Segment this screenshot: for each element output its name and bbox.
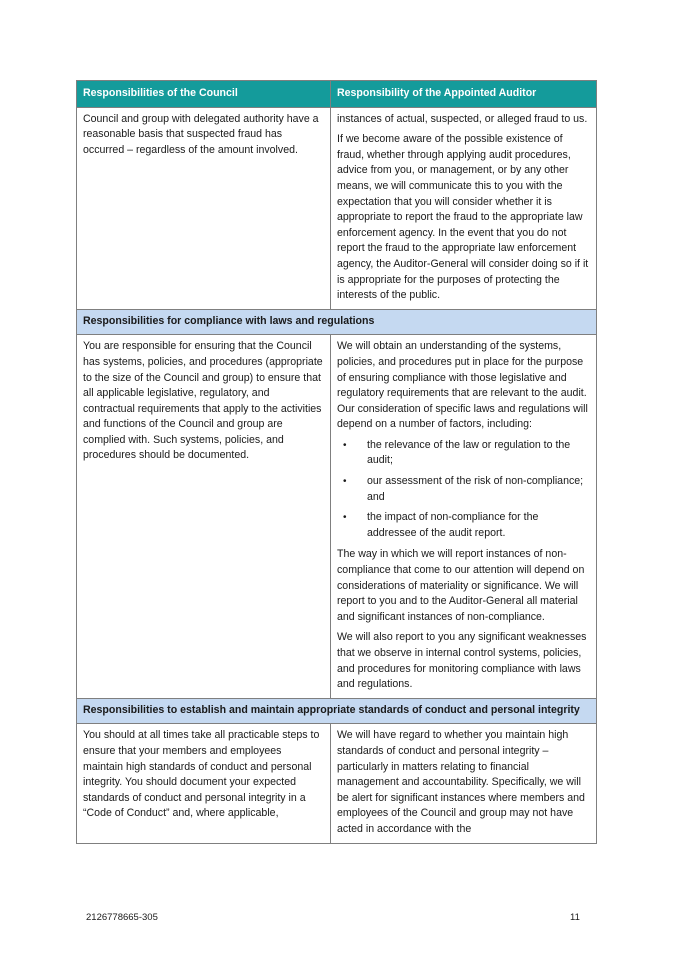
table-row-fraud [77, 107, 597, 309]
cell-fraud-council [77, 107, 331, 309]
list-item [337, 474, 590, 505]
section-row-compliance [77, 309, 597, 335]
compliance-council-text: You are responsible for ensuring that the Council has systems, policies, and procedures (appropriate to the size of the Council and group) to ensure that all applicable legislative, regulatory, and contractual requirements that apply to the activities and functions of the Council and group are complied with. Such systems, policies, and procedures should be documented. [83, 340, 323, 462]
fraud-auditor-p2: If we become aware of the possible existence of fraud, whether through applying audit procedures, advice from you, or management, or by any other means, we will communicate this to you with the expectation that you will consider whether it is appropriate to report the fraud to the appropriate law enforcement agency. In the event that you do not report the fraud to the appropriate law enforcement agency, the Auditor-General will consider doing so if it is appropriate for the purposes of protecting the interests of the public. [337, 133, 589, 302]
list-item-text: the relevance of the law or regulation to the audit; [367, 438, 571, 467]
section-heading-conduct: Responsibilities to establish and maintain appropriate standards of conduct and personal integrity [77, 698, 597, 724]
cell-conduct-council [77, 724, 331, 843]
section-heading-compliance: Responsibilities for compliance with laws and regulations [77, 309, 597, 335]
list-item [337, 510, 590, 541]
page-number: 11 [570, 912, 580, 923]
cell-fraud-auditor [331, 107, 597, 309]
bullet-icon: • [343, 512, 347, 524]
conduct-council-text: You should at all times take all practicable steps to ensure that your members and employees maintain high standards of conduct and personal integrity. You should document your expected standards of conduct and personal integrity in a “Code of Conduct” and, where applicable, [83, 729, 320, 820]
table-row-conduct [77, 724, 597, 843]
compliance-auditor-p1: We will obtain an understanding of the systems, policies, and procedures put in place for the purpose of ensuring compliance with those legislative and regulatory requirements that are relevant to the audit. Our consideration of specific laws and regulations will depend on a number of factors, including: [337, 340, 588, 431]
list-item-text: the impact of non-compliance for the addressee of the audit report. [367, 511, 539, 539]
cell-compliance-council [77, 335, 331, 698]
table-header-row [77, 81, 597, 108]
cell-conduct-auditor [331, 724, 597, 843]
table-row-compliance [77, 335, 597, 698]
header-auditor: Responsibility of the Appointed Auditor [331, 81, 597, 108]
bullet-icon: • [343, 476, 347, 488]
compliance-auditor-p2: The way in which we will report instances of non-compliance that come to our attention will depend on considerations of materiality or significance. We will report to you and to the Auditor-General all material and significant instances of non-compliance. [337, 548, 585, 623]
list-item [337, 438, 590, 469]
document-id: 2126778665-305 [86, 912, 158, 923]
compliance-factor-list [337, 438, 590, 542]
header-council: Responsibilities of the Council [77, 81, 331, 108]
cell-compliance-auditor [331, 335, 597, 698]
bullet-icon: • [343, 439, 347, 451]
conduct-auditor-text: We will have regard to whether you maintain high standards of conduct and personal integrity – particularly in matters relating to financial management and accountability. Specifically, we will be alert for significant instances where members and employees of the Council and group may not have acted in accordance with the [337, 729, 585, 835]
section-row-conduct [77, 698, 597, 724]
fraud-auditor-p1: instances of actual, suspected, or alleged fraud to us. [337, 112, 588, 125]
list-item-text: our assessment of the risk of non-compliance; and [367, 475, 584, 503]
fraud-council-text: Council and group with delegated authority have a reasonable basis that suspected fraud has occurred – regardless of the amount involved. [83, 112, 319, 156]
responsibilities-table [76, 80, 597, 844]
compliance-auditor-p3: We will also report to you any significant weaknesses that we observe in internal control systems, policies, and procedures for monitoring compliance with laws and regulations. [337, 631, 587, 691]
